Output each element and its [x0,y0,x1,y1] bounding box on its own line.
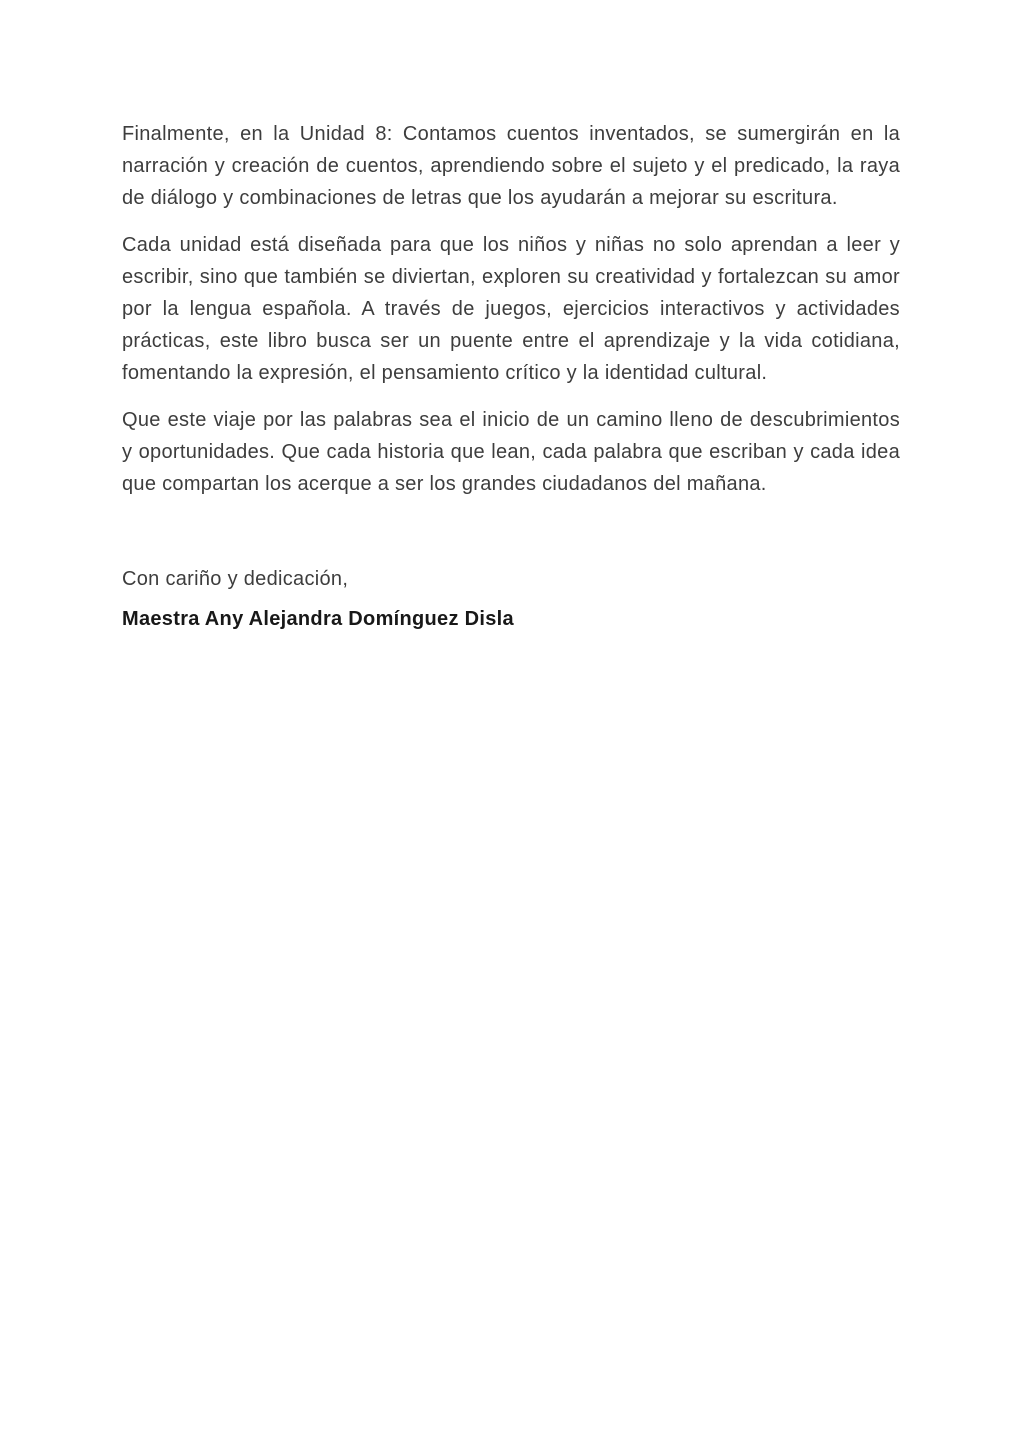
text-block [122,118,900,635]
signature-line: Maestra Any Alejandra Domínguez Disla [122,608,514,630]
paragraph-cada-unidad: Cada unidad está diseñada para que los niños y niñas no solo aprendan a leer y escribir, sino que también se diviertan, exploren su creatividad y fortalezcan su amor por la lengua española. A través de juegos, ejercicios interactivos y actividades prácticas, este libro busca ser un puente entre el aprendizaje y la vida cotidiana, fomentando la expresión, el pensamiento crítico y la identidad cultural. [122,234,900,384]
closing-line: Con cariño y dedicación, [122,568,349,590]
paragraph-unidad-8: Finalmente, en la Unidad 8: Contamos cuentos inventados, se sumergirán en la narración y creación de cuentos, aprendiendo sobre el sujeto y el predicado, la raya de diálogo y combinaciones de letras que los ayudarán a mejorar su escritura. [122,123,900,209]
paragraph-que-este-viaje: Que este viaje por las palabras sea el inicio de un camino lleno de descubrimientos y oportunidades. Que cada historia que lean, cada palabra que escriban y cada idea que compartan los acerque a ser los grandes ciudadanos del mañana. [122,409,900,495]
